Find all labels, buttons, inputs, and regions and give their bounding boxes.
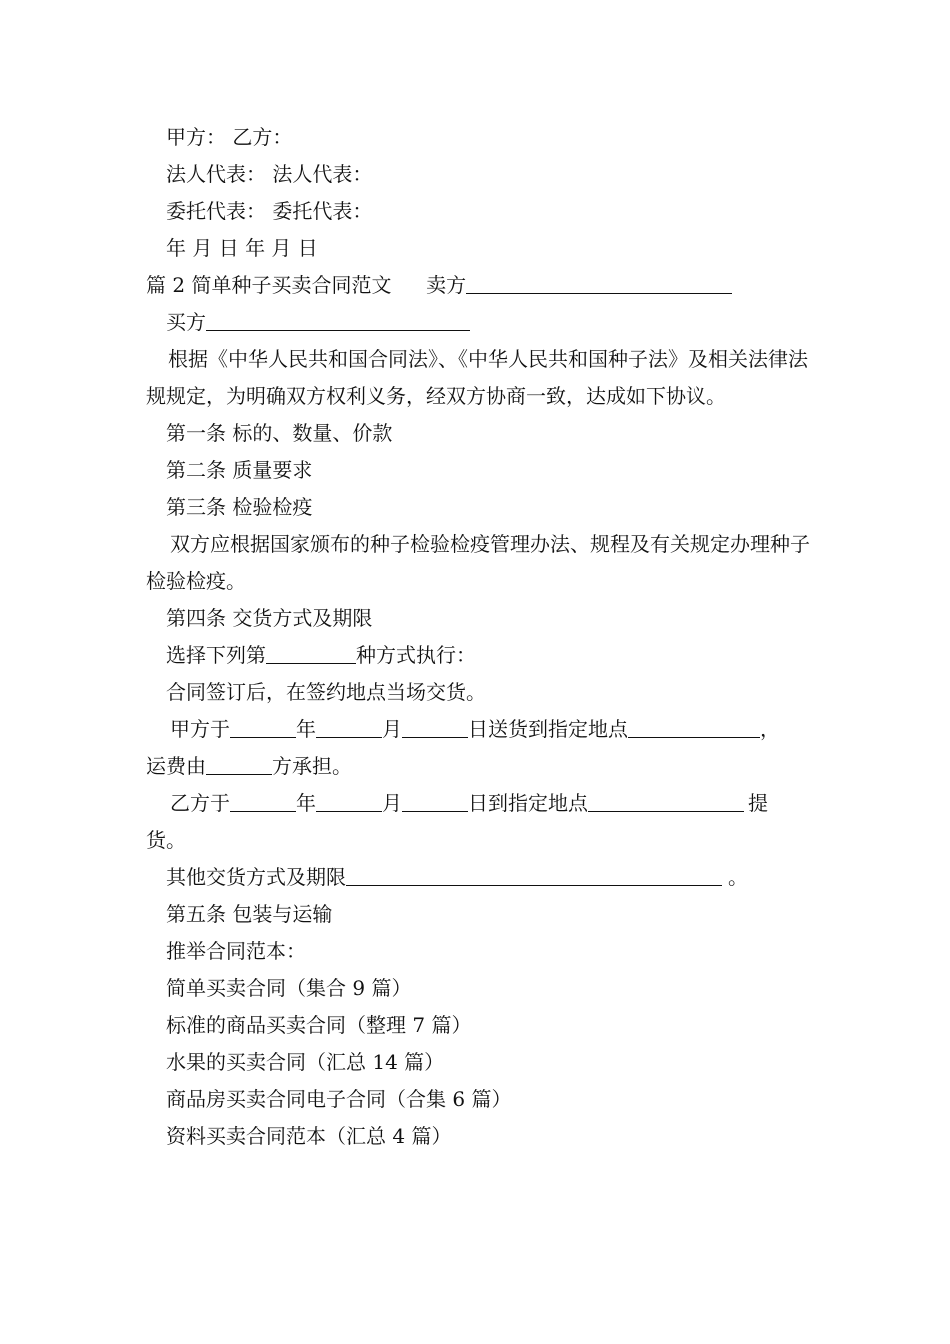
deliver-day-blank xyxy=(402,715,468,738)
recommend-item[interactable]: 资料买卖合同范本（汇总 4 篇） xyxy=(166,1124,452,1148)
pickup-month-blank xyxy=(316,789,382,812)
section-title: 篇 2 简单种子买卖合同范文 xyxy=(146,273,392,297)
section-title-line xyxy=(146,267,818,304)
article-1: 第一条 标的、数量、价款 xyxy=(166,421,393,445)
recommend-item[interactable]: 水果的买卖合同（汇总 14 篇） xyxy=(166,1050,445,1074)
method-blank xyxy=(266,641,356,664)
deliver-place-blank xyxy=(628,715,760,738)
pickup-place-blank xyxy=(588,789,744,812)
article-4: 第四条 交货方式及期限 xyxy=(166,606,373,630)
choose-method-line: 选择下列第 种方式执行： xyxy=(166,643,476,667)
deliver-year-blank xyxy=(230,715,296,738)
document-body xyxy=(146,119,818,1155)
option-3-line: 乙方于 年 月 日到指定地点 提 xyxy=(170,791,768,815)
buyer-blank xyxy=(206,308,470,331)
seller-label: 卖方 xyxy=(426,273,467,297)
article-3-paragraph: 双方应根据国家颁布的种子检验检疫管理办法、规程及有关规定办理种子检验检疫。 xyxy=(146,532,810,593)
buyer-label: 买方 xyxy=(166,310,206,334)
other-method-blank xyxy=(346,863,722,886)
freight-blank xyxy=(206,752,272,775)
freight-line: 运费由 方承担。 xyxy=(146,754,352,778)
option-1-line: 合同签订后，在签约地点当场交货。 xyxy=(166,680,486,704)
article-3: 第三条 检验检疫 xyxy=(166,495,313,519)
agent-line: 委托代表： 委托代表： xyxy=(166,199,373,223)
article-2: 第二条 质量要求 xyxy=(166,458,313,482)
article-5: 第五条 包装与运输 xyxy=(166,902,333,926)
seller-blank xyxy=(466,271,732,294)
date-line: 年 月 日 年 月 日 xyxy=(166,236,318,260)
recommend-item[interactable]: 标准的商品买卖合同（整理 7 篇） xyxy=(166,1013,472,1037)
option-4-line: 其他交货方式及期限 。 xyxy=(166,865,748,889)
recommend-item[interactable]: 商品房买卖合同电子合同（合集 6 篇） xyxy=(166,1087,512,1111)
intro-paragraph: 根据《中华人民共和国合同法》、《中华人民共和国种子法》及相关法律法规规定，为明确双方权利义务，经双方协商一致，达成如下协议。 xyxy=(146,347,808,408)
legal-rep-line: 法人代表： 法人代表： xyxy=(166,162,373,186)
pickup-day-blank xyxy=(402,789,468,812)
party-line: 甲方： 乙方： xyxy=(166,125,293,149)
option-3-continuation: 货。 xyxy=(146,828,186,852)
pickup-year-blank xyxy=(230,789,296,812)
buyer-line xyxy=(146,304,818,341)
recommend-item[interactable]: 简单买卖合同（集合 9 篇） xyxy=(166,976,412,1000)
recommend-title: 推举合同范本： xyxy=(166,939,306,963)
deliver-month-blank xyxy=(316,715,382,738)
option-2-line: 甲方于 年 月 日送货到指定地点 ， xyxy=(170,717,780,741)
